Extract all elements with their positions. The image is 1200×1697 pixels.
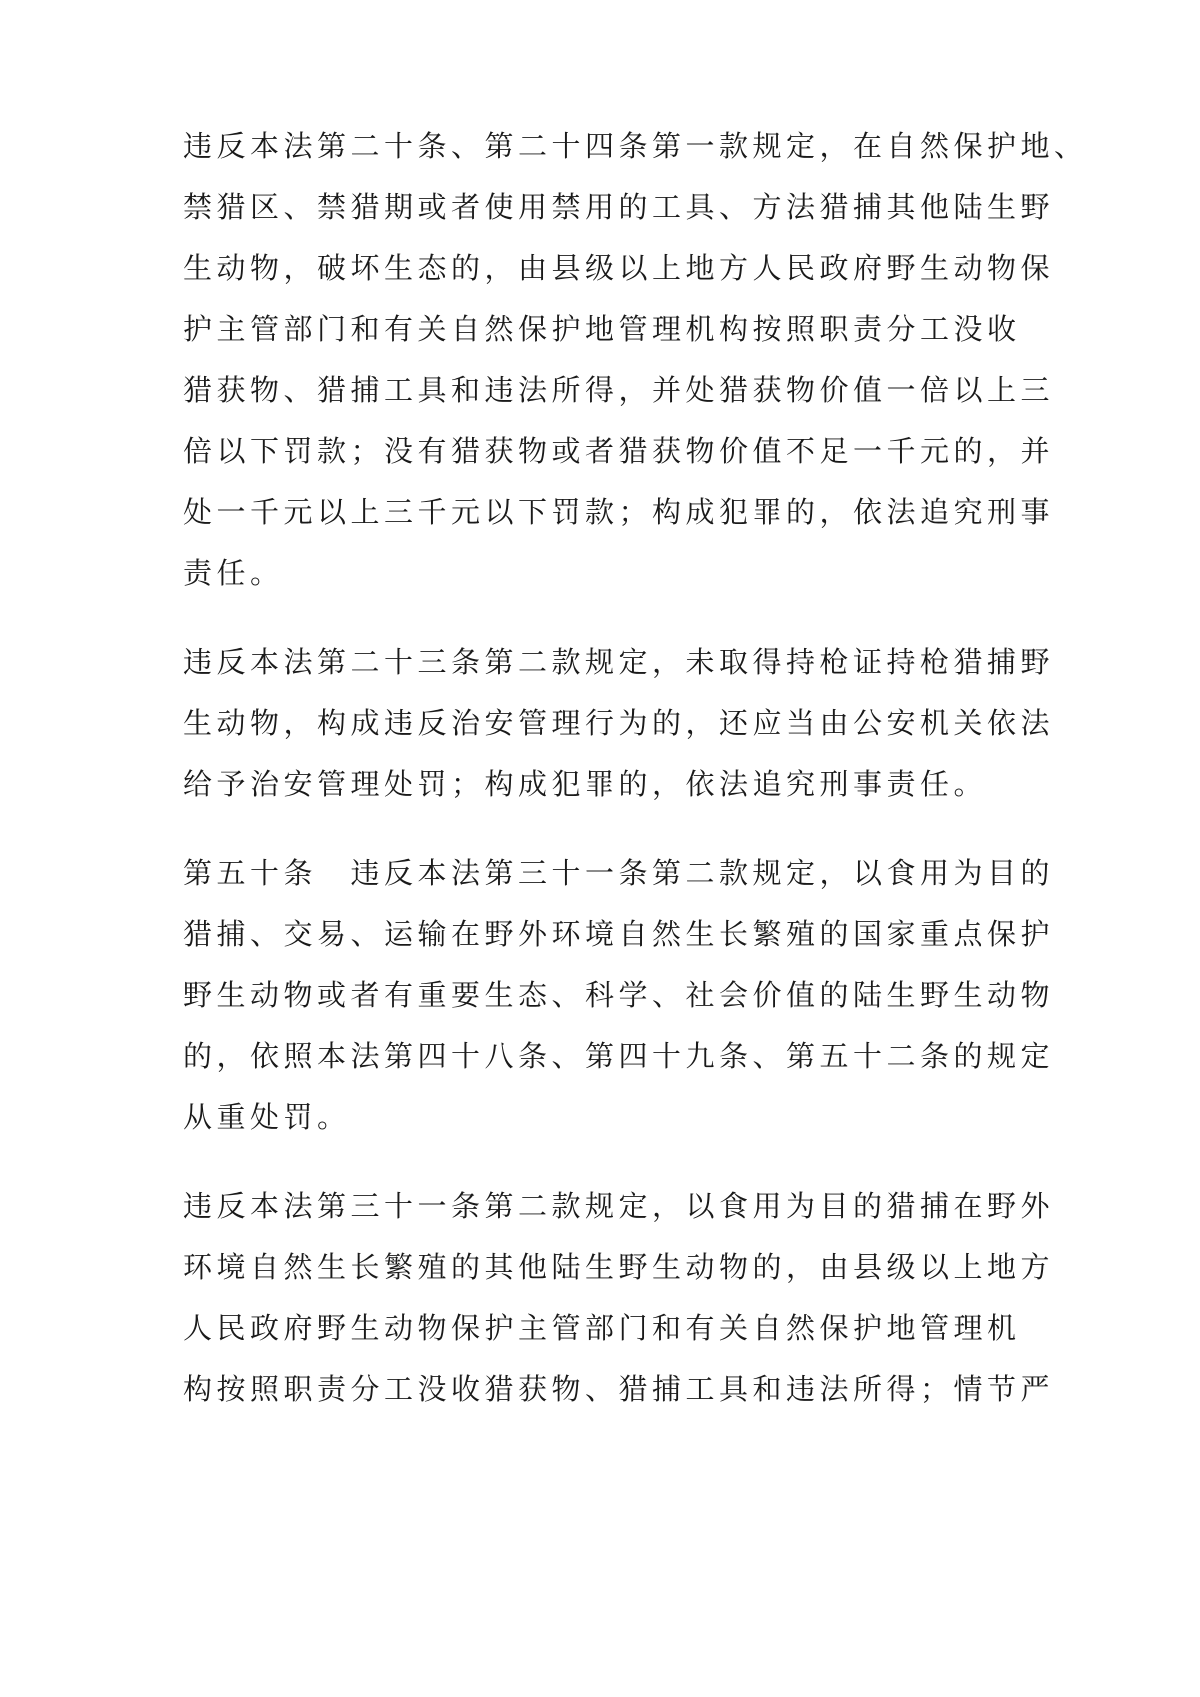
paragraph-1 <box>183 116 1088 604</box>
text-line: 责任。 <box>183 556 284 590</box>
text-line: 处一千元以上三千元以下罚款；构成犯罪的，依法追究刑事 <box>183 495 1055 529</box>
paragraph-4 <box>183 1176 1055 1420</box>
text-line: 的，依照本法第四十八条、第四十九条、第五十二条的规定 <box>183 1039 1055 1073</box>
text-line: 生动物，破坏生态的，由县级以上地方人民政府野生动物保 <box>183 251 1055 285</box>
document-body <box>183 116 1088 1448</box>
text-line: 违反本法第三十一条第二款规定，以食用为目的猎捕在野外 <box>183 1189 1055 1223</box>
paragraph-2 <box>183 632 1055 815</box>
text-line: 人民政府野生动物保护主管部门和有关自然保护地管理机 <box>183 1311 1021 1345</box>
text-line: 给予治安管理处罚；构成犯罪的，依法追究刑事责任。 <box>183 767 988 801</box>
text-line: 猎捕、交易、运输在野外环境自然生长繁殖的国家重点保护 <box>183 917 1055 951</box>
text-line: 禁猎区、禁猎期或者使用禁用的工具、方法猎捕其他陆生野 <box>183 190 1055 224</box>
text-line: 违反本法第二十条、第二十四条第一款规定，在自然保护地、 <box>183 129 1088 163</box>
text-line: 违反本法第二十三条第二款规定，未取得持枪证持枪猎捕野 <box>183 645 1055 679</box>
text-line: 从重处罚。 <box>183 1100 351 1134</box>
text-line: 环境自然生长繁殖的其他陆生野生动物的，由县级以上地方 <box>183 1250 1055 1284</box>
text-line: 护主管部门和有关自然保护地管理机构按照职责分工没收 <box>183 312 1021 346</box>
text-line: 野生动物或者有重要生态、科学、社会价值的陆生野生动物 <box>183 978 1055 1012</box>
text-line: 猎获物、猎捕工具和违法所得，并处猎获物价值一倍以上三 <box>183 373 1055 407</box>
text-line: 倍以下罚款；没有猎获物或者猎获物价值不足一千元的，并 <box>183 434 1055 468</box>
text-line: 第五十条 违反本法第三十一条第二款规定，以食用为目的 <box>183 856 1055 890</box>
text-line: 生动物，构成违反治安管理行为的，还应当由公安机关依法 <box>183 706 1055 740</box>
paragraph-article-50 <box>183 843 1055 1148</box>
text-line: 构按照职责分工没收猎获物、猎捕工具和违法所得；情节严 <box>183 1372 1055 1406</box>
